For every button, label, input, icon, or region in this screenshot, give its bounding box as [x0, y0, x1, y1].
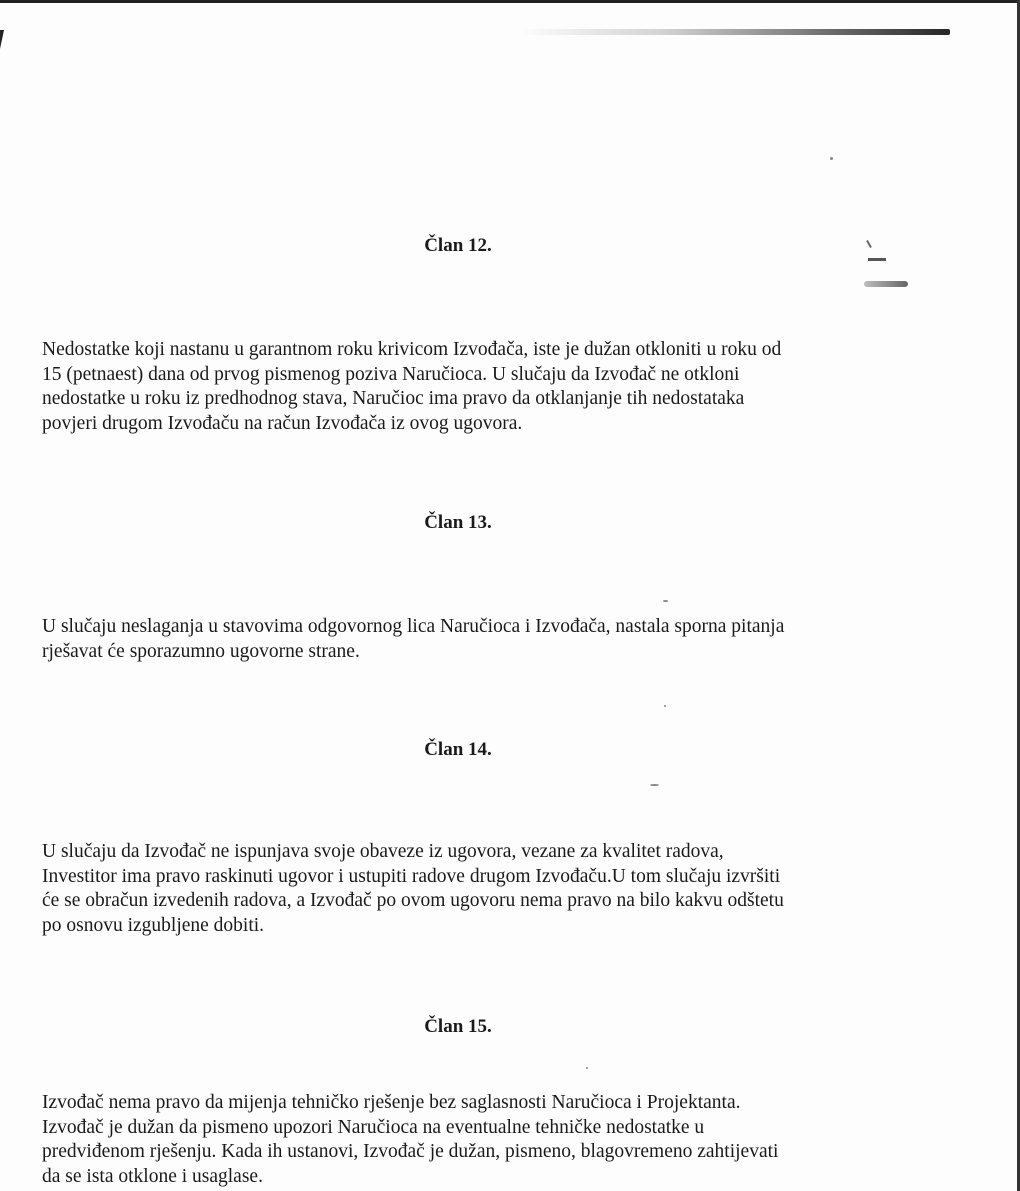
scan-speck — [664, 705, 666, 707]
article-paragraph — [42, 1091, 902, 1189]
paragraph-line: da se ista otklone i usaglase. — [42, 1165, 263, 1187]
article-paragraph — [42, 615, 902, 664]
scan-smudge-top — [520, 29, 950, 35]
scan-mark-left — [0, 30, 14, 64]
scan-speck — [830, 157, 833, 160]
scan-speck — [663, 600, 668, 602]
scan-smudge-right — [864, 281, 908, 287]
paragraph-line: U slučaju da Izvođač ne ispunjava svoje obaveze iz ugovora, vezane za kvalitet radova, — [42, 841, 724, 862]
paragraph-line: Investitor ima pravo raskinuti ugovor i ustupiti radove drugom Izvođaču.U tom slučaju izvršiti — [42, 865, 781, 887]
article-heading: Član 15. — [424, 1016, 492, 1037]
article-heading: Član 13. — [424, 512, 492, 533]
paragraph-line: U slučaju neslaganja u stavovima odgovornog lica Naručioca i Izvođača, nastala sporna pitanja — [42, 616, 785, 637]
scan-speck — [650, 784, 659, 786]
article-paragraph — [42, 338, 902, 436]
paragraph-line: 15 (petnaest) dana od prvog pismenog poziva Naručioca. U slučaju da Izvođač ne otkloni — [42, 363, 740, 385]
paragraph-line: Nedostatke koji nastanu u garantnom roku krivicom Izvođača, iste je dužan otkloniti u roku od — [42, 339, 782, 360]
paragraph-line: povjeri drugom Izvođaču na račun Izvođača iz ovog ugovora. — [42, 412, 523, 434]
paragraph-line: Izvođač je dužan da pismeno upozori Naručioca na eventualne tehničke nedostatke u — [42, 1116, 705, 1138]
scan-mark-right-small — [868, 258, 886, 261]
paragraph-line: će se obračun izvedenih radova, a Izvođač po ovom ugovoru nema pravo na bilo kakvu odštetu — [42, 890, 784, 911]
paragraph-line: Izvođač nema pravo da mijenja tehničko rješenje bez saglasnosti Naručioca i Projektanta. — [42, 1092, 741, 1113]
scan-speck — [586, 1067, 588, 1069]
paragraph-line: predviđenom rješenju. Kada ih ustanovi, Izvođač je dužan, pismeno, blagovremeno zahtijevati — [42, 1141, 779, 1162]
paragraph-line: rješavat će sporazumno ugovorne strane. — [42, 640, 360, 662]
paragraph-line: po osnovu izgubljene dobiti. — [42, 914, 265, 936]
article-heading: Član 14. — [424, 739, 492, 760]
article-heading: Član 12. — [424, 235, 492, 256]
paragraph-line: nedostatke u roku iz predhodnog stava, Naručioc ima pravo da otklanjanje tih nedostataka — [42, 388, 745, 409]
article-paragraph — [42, 840, 902, 938]
scan-edge-top — [0, 0, 1020, 3]
